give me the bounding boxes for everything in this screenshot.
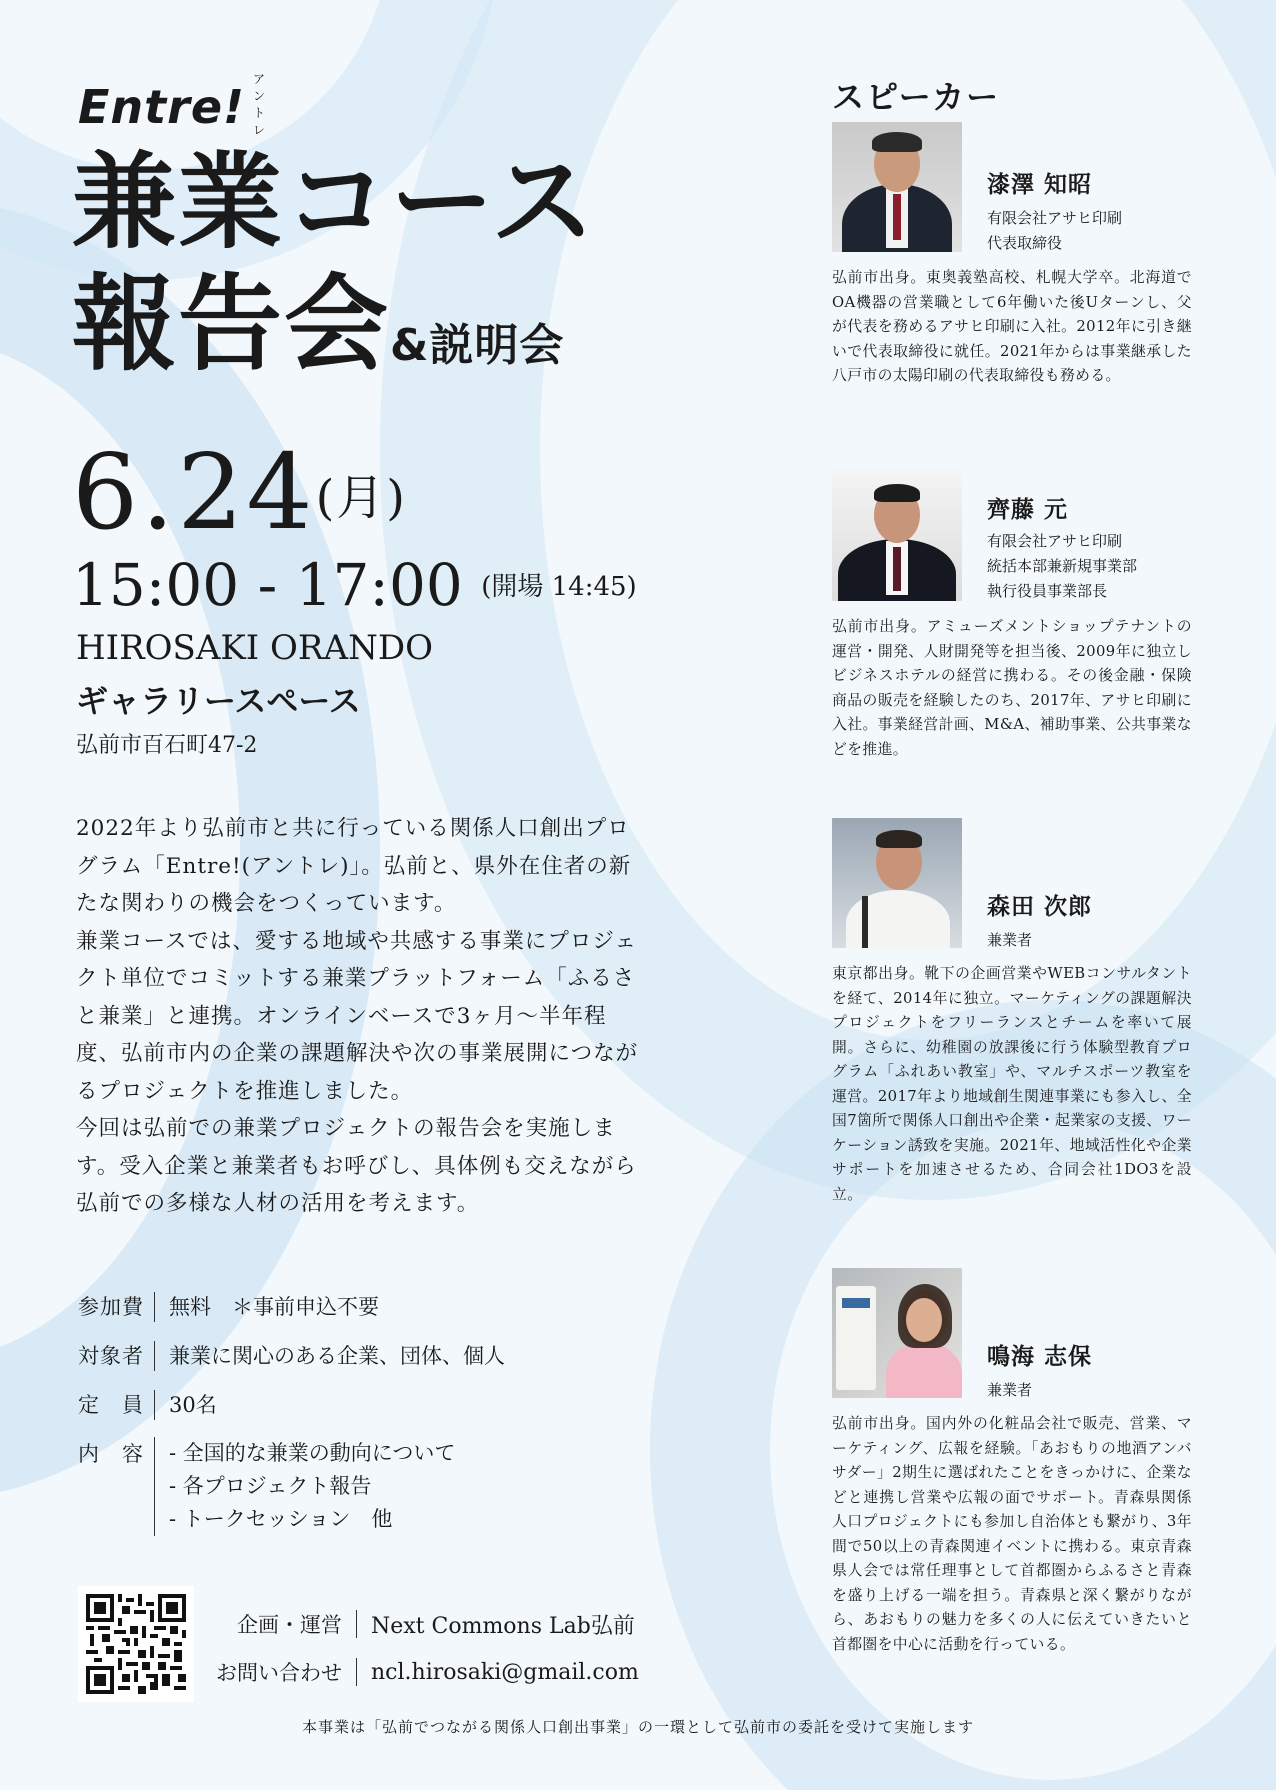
- speaker-bio: 東京都出身。靴下の企画営業やWEBコンサルタントを経て、2014年に独立。マーケティングの課題解決プロジェクトをフリーランスとチームを率いて展開。さらに、幼稚園の放課後に行う体験型教育プログラム「ふれあい教室」や、マルチスポーツ教室を運営。2017年より地域創生関連事業にも参入し、全国7箇所で関係人口創出や企業・起業家の支援、ワーケーション誘致を実施。2021年、地域活性化や企業サポートを加速させるため、合同会社1DO3を設立。: [832, 965, 1192, 1203]
- speaker-name: 漆澤 知昭: [987, 172, 1093, 198]
- title-main: 報告会: [72, 263, 391, 385]
- speaker-photo: [832, 122, 962, 252]
- info-target: [78, 1339, 505, 1373]
- title-line2: [72, 262, 564, 387]
- speaker-role: 執行役員事業部長: [987, 582, 1108, 600]
- target-value: 兼業に関心のある企業、団体、個人: [169, 1344, 505, 1368]
- logo: [78, 72, 268, 137]
- speaker-photo: [832, 1268, 962, 1398]
- footer-note: 本事業は「弘前でつながる関係人口創出事業」の一環として弘前市の委託を受けて実施します: [301, 1718, 974, 1736]
- divider: [154, 1341, 155, 1371]
- content-list: [154, 1437, 455, 1536]
- speaker-bio: 弘前市出身。東奥義塾高校、札幌大学卒。北海道でOA機器の営業職として6年働いた後Uターンし、父が代表を務めるアサヒ印刷に入社。2012年に引き継いで代表取締役に就任。2021年からは事業継承した八戸市の太陽印刷の代表取締役も務める。: [832, 269, 1192, 384]
- description-paragraph: 兼業コースでは、愛する地域や共感する事業にプロジェクト単位でコミットする兼業プラットフォーム「ふるさと兼業」と連携。オンラインベースで3ヶ月〜半年程度、弘前市内の企業の課題解決や次の事業展開につながるプロジェクトを推進しました。: [76, 928, 639, 1104]
- speaker-role: 有限会社アサヒ印刷: [987, 532, 1123, 550]
- venue-name: HIROSAKI ORANDO: [76, 628, 433, 668]
- list-item: - 各プロジェクト報告: [169, 1474, 372, 1498]
- divider: [356, 1610, 357, 1638]
- speaker-name: 齊藤 元: [987, 497, 1069, 523]
- list-item: - 全国的な兼業の動向について: [169, 1441, 456, 1465]
- speaker-card: [832, 818, 1192, 1207]
- inquiry-row: [214, 1648, 639, 1696]
- speaker-card: [832, 1268, 1192, 1657]
- title-sub: &説明会: [390, 320, 565, 371]
- speaker-name: 森田 次郎: [987, 894, 1093, 920]
- capacity-value: 30名: [169, 1393, 217, 1417]
- speaker-role: 代表取締役: [987, 234, 1063, 252]
- speaker-bio: 弘前市出身。アミューズメントショップテナントの運営・開発、人財開発等を担当後、2009年に独立しビジネスホテルの経営に携わる。その後金融・保険商品の販売を経験したのち、2017年、アサヒ印刷に入社。事業経営計画、M&A、補助事業、公共事業などを推進。: [832, 618, 1192, 758]
- doors-time: (開場 14:45): [481, 572, 637, 602]
- speaker-role: 統括本部兼新規事業部: [987, 557, 1138, 575]
- logo-ruby: アントレ: [253, 72, 268, 137]
- speaker-card: [832, 471, 1192, 762]
- venue-address: 弘前市百石町47-2: [76, 733, 258, 758]
- description-paragraph: 2022年より弘前市と共に行っている関係人口創出プログラム「Entre!(アントレ)」。弘前と、県外在住者の新たな関わりの機会をつくっています。: [76, 816, 632, 916]
- logo-text: Entre!: [78, 80, 246, 134]
- speaker-role: 有限会社アサヒ印刷: [987, 209, 1123, 227]
- date-value: 6.24: [72, 431, 316, 553]
- inquiry-email-link[interactable]: ncl.hirosaki@gmail.com: [371, 1659, 639, 1685]
- content-label: 内 容: [78, 1442, 144, 1466]
- inquiry-label: お問い合わせ: [216, 1661, 342, 1685]
- event-time: [72, 551, 637, 619]
- fee-label: 参加費: [78, 1295, 144, 1319]
- organizer-row: [214, 1600, 639, 1648]
- description: [76, 810, 648, 1223]
- info-content: [78, 1437, 505, 1536]
- divider: [154, 1390, 155, 1420]
- event-date: [72, 431, 408, 553]
- speaker-bio: 弘前市出身。国内外の化粧品会社で販売、営業、マーケティング、広報を経験。「あおもりの地酒アンバサダー」2期生に選ばれたことをきっかけに、企業などと連携し営業や広報の面でサポート。青森県関係人口プロジェクトにも参加し自治体とも繋がり、3年間で50以上の青森関連イベントに携わる。東京青森県人会では常任理事として首都圏からふるさと青森を盛り上げる一端を担う。青森県と深く繋がりながら、あおもりの魅力を多くの人に伝えていきたいと首都圏を中心に活動を行っている。: [832, 1415, 1192, 1653]
- time-value: 15:00 - 17:00: [72, 551, 463, 619]
- list-item: - トークセッション 他: [169, 1507, 393, 1531]
- divider: [356, 1658, 357, 1686]
- venue-space: ギャラリースペース: [76, 682, 361, 720]
- date-weekday: (月): [315, 470, 408, 526]
- speaker-photo: [832, 471, 962, 601]
- divider: [154, 1292, 155, 1322]
- info-capacity: [78, 1388, 505, 1422]
- contact: [214, 1600, 639, 1696]
- qr-code-icon[interactable]: [78, 1586, 194, 1702]
- speaker-name: 鳴海 志保: [987, 1344, 1093, 1370]
- speaker-photo: [832, 818, 962, 948]
- speaker-card: [832, 122, 1192, 389]
- qr-code-graphic: [86, 1594, 186, 1694]
- description-paragraph: 今回は弘前での兼業プロジェクトの報告会を実施します。受入企業と兼業者もお呼びし、具体例も交えながら弘前での多様な人材の活用を考えます。: [76, 1116, 637, 1216]
- speaker-role: 兼業者: [987, 1381, 1033, 1399]
- info-fee: [78, 1290, 505, 1324]
- title-line1: 兼業コース: [72, 141, 597, 263]
- event-info: [78, 1290, 505, 1551]
- organizer-label: 企画・運営: [237, 1613, 342, 1637]
- target-label: 対象者: [78, 1344, 144, 1368]
- capacity-label: 定 員: [78, 1393, 144, 1417]
- fee-value: 無料 ＊事前申込不要: [169, 1295, 379, 1319]
- speaker-role: 兼業者: [987, 931, 1033, 949]
- organizer-value: Next Commons Lab弘前: [371, 1613, 635, 1639]
- speakers-heading: スピーカー: [832, 78, 1001, 116]
